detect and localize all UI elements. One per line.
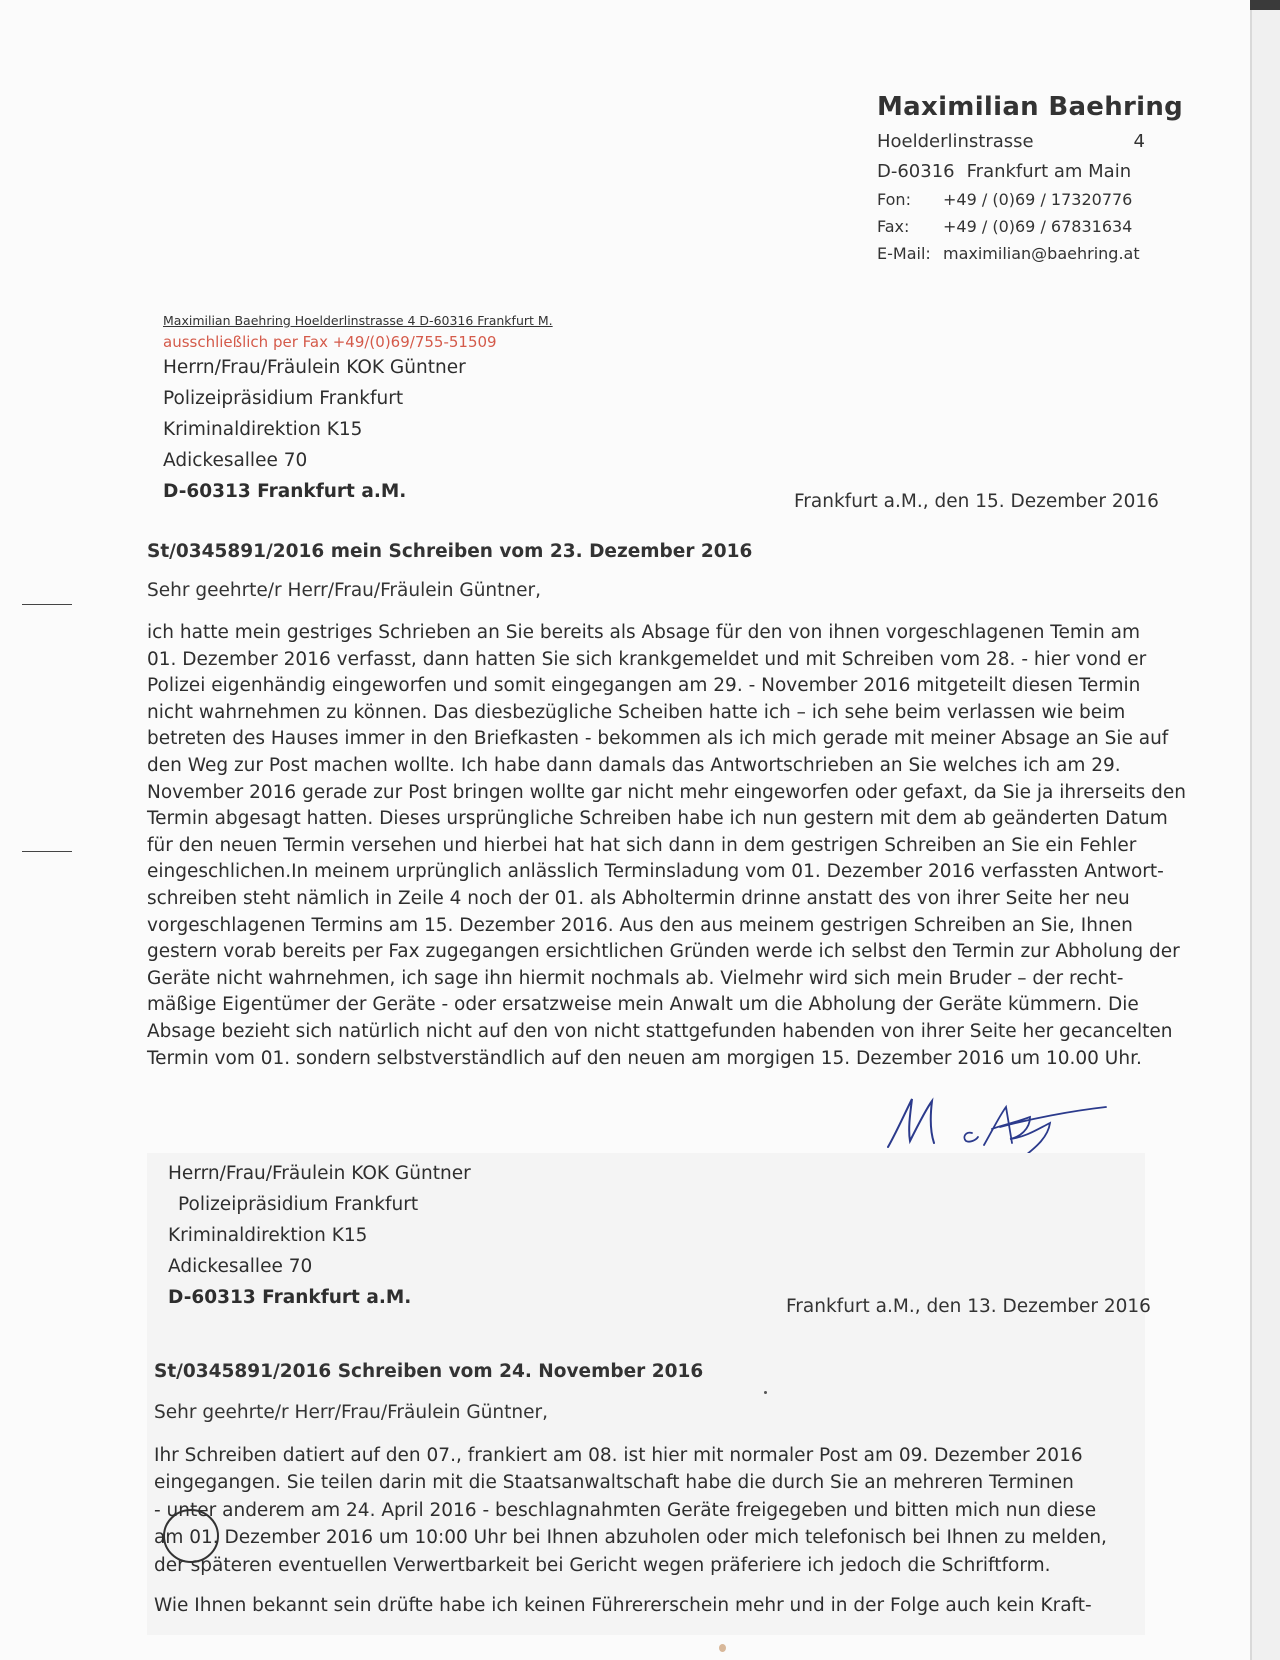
fold-mark (22, 604, 72, 605)
letter-date: Frankfurt a.M., den 15. Dezember 2016 (794, 491, 1159, 512)
fon-number: +49 / (0)69 / 17320776 (943, 190, 1133, 209)
letter-body (147, 620, 1186, 1072)
email-address: maximilian@baehring.at (943, 244, 1140, 263)
body-line: Absage bezieht sich natürlich nicht auf den von nicht stattgefunden habenden von ihrer Seite her gecancelten (147, 1020, 1173, 1042)
sender-email-row (877, 244, 1145, 263)
body-line: Polizei eigenhändig eingeworfen und somit eingegangen am 29. - November 2016 mitgeteilt diesen Termin (147, 675, 1141, 697)
body-line: - unter anderem am 24. April 2016 - beschlagnahmten Geräte freigegeben und bitten mich nun diese (154, 1499, 1097, 1521)
letter-subject-copy: St/0345891/2016 Schreiben vom 24. November 2016 (154, 1361, 704, 1382)
return-address: Maximilian Baehring Hoelderlinstrasse 4 D-60316 Frankfurt M. (163, 313, 553, 328)
body-line: nicht wahrnehmen zu können. Das diesbezügliche Scheiben hatte ich – ich sehe beim verlassen wie beim (147, 701, 1126, 723)
letter-body-last-line (154, 1593, 1092, 1620)
recipient-city: D-60313 Frankfurt a.M. (168, 1287, 412, 1308)
sender-street: Hoelderlinstrasse (877, 131, 1034, 152)
letter-subject: St/0345891/2016 mein Schreiben vom 23. Dezember 2016 (147, 541, 753, 562)
body-line: für den neuen Termin versehen und hierbei hat hat sich dann in dem gestrigen Schreiben an Sie ein Fehler (147, 834, 1137, 856)
body-line: betreten des Hauses immer in den Briefkasten - bekommen als ich mich gerade mit meiner Absage an Sie auf (147, 728, 1169, 750)
recipient-line: Polizeipräsidium Frankfurt (178, 1194, 419, 1215)
body-line: Wie Ihnen bekannt sein drüfte habe ich keinen Führererschein mehr und in der Folge auch kein Kraft- (154, 1595, 1092, 1616)
sender-postcode: D-60316 (877, 161, 955, 182)
sender-fax-row (877, 217, 1145, 236)
scan-speck (719, 1644, 726, 1652)
fax-number: +49 / (0)69 / 67831634 (943, 217, 1133, 236)
body-line: eingegangen. Sie teilen darin mit die Staatsanwaltschaft habe die durch Sie an mehreren Terminen (154, 1472, 1074, 1494)
sender-fon-row (877, 190, 1145, 209)
sender-street-line (877, 131, 1145, 152)
recipient-line: Adickesallee 70 (168, 1256, 313, 1277)
body-line: Termin vom 01. sondern selbstverständlich auf den neuen am morgigen 15. Dezember 2016 um 10.00 Uhr. (147, 1047, 1142, 1069)
scan-speck (764, 1391, 767, 1394)
recipient-line: Kriminaldirektion K15 (163, 419, 363, 440)
recipient-address (163, 357, 466, 512)
fon-label: Fon: (877, 190, 911, 209)
recipient-line: Polizeipräsidium Frankfurt (163, 388, 404, 409)
recipient-line: Herrn/Frau/Fräulein KOK Güntner (163, 357, 466, 378)
body-line: November 2016 gerade zur Post bringen wollte gar nicht mehr eingeworfen oder gefaxt, da Sie ja ihrerseits den (147, 781, 1187, 803)
scan-edge (1250, 0, 1280, 10)
recipient-line: Adickesallee 70 (163, 450, 308, 471)
recipient-city: D-60313 Frankfurt a.M. (163, 481, 407, 502)
body-line: schreiben steht nämlich in Zeile 4 noch der 01. als Abholtermin drinne anstatt des von ihrer Seite her neu (147, 887, 1130, 909)
letter-body-copy (154, 1442, 1107, 1579)
body-line: eingeschlichen.In meinem urprünglich anlässlich Terminsladung vom 01. Dezember 2016 verfassten Antwort- (147, 861, 1164, 883)
body-line: am 01. Dezember 2016 um 10:00 Uhr bei Ihnen abzuholen oder mich telefonisch bei Ihnen zu melden, (154, 1527, 1107, 1549)
email-label: E-Mail: (877, 244, 931, 263)
body-line: Geräte nicht wahrnehmen, ich sage ihn hiermit nochmals ab. Vielmehr wird sich mein Bruder – der recht- (147, 967, 1124, 989)
body-line: 01. Dezember 2016 verfasst, dann hatten Sie sich krankgemeldet und mit Schreiben vom 28. - hier vond er (147, 648, 1147, 670)
recipient-address-copy (168, 1158, 471, 1313)
salutation: Sehr geehrte/r Herr/Frau/Fräulein Güntner, (147, 580, 542, 601)
hand-drawn-circle (161, 1506, 221, 1566)
sender-city-line (877, 161, 1145, 182)
scan-margin (1252, 10, 1280, 1660)
recipient-line: Kriminaldirektion K15 (168, 1225, 368, 1246)
body-line: Ihr Schreiben datiert auf den 07., frankiert am 08. ist hier mit normaler Post am 09. Dezember 2016 (154, 1445, 1083, 1466)
punch-mark (22, 851, 72, 852)
sender-block (877, 92, 1184, 263)
letter-date-copy: Frankfurt a.M., den 13. Dezember 2016 (786, 1296, 1151, 1317)
sender-house-number: 4 (1133, 131, 1145, 152)
sender-city: Frankfurt am Main (966, 161, 1132, 182)
fax-note: ausschließlich per Fax +49/(0)69/755-51509 (163, 333, 497, 351)
fax-label: Fax: (877, 217, 910, 236)
sender-name: Maximilian Baehring (877, 92, 1184, 122)
body-line: den Weg zur Post machen wollte. Ich habe dann damals das Antwortschrieben an Sie welches ich am 29. (147, 754, 1121, 776)
body-line: ich hatte mein gestriges Schrieben an Sie bereits als Absage für den von ihnen vorgeschlagenen Temin am (147, 622, 1140, 643)
body-line: gestern vorab bereits per Fax zugegangen ersichtlichen Gründen werde ich selbst den Termin zur Abholung der (147, 941, 1180, 963)
recipient-line: Herrn/Frau/Fräulein KOK Güntner (168, 1163, 471, 1184)
body-line: vorgeschlagenen Termins am 15. Dezember 2016. Aus den aus meinem gestrigen Schreiben an Sie, Ihnen (147, 914, 1133, 936)
body-line: der späteren eventuellen Verwertbarkeit bei Gericht wegen präferiere ich jedoch die Schriftform. (154, 1554, 1051, 1576)
salutation-copy: Sehr geehrte/r Herr/Frau/Fräulein Güntner, (154, 1402, 549, 1423)
body-line: Termin abgesagt hatten. Dieses ursprüngliche Schreiben habe ich nun gestern mit dem ab geänderten Datum (147, 808, 1168, 830)
body-line: mäßige Eigentümer der Geräte - oder ersatzweise mein Anwalt um die Abholung der Geräte kümmern. Die (147, 994, 1139, 1016)
